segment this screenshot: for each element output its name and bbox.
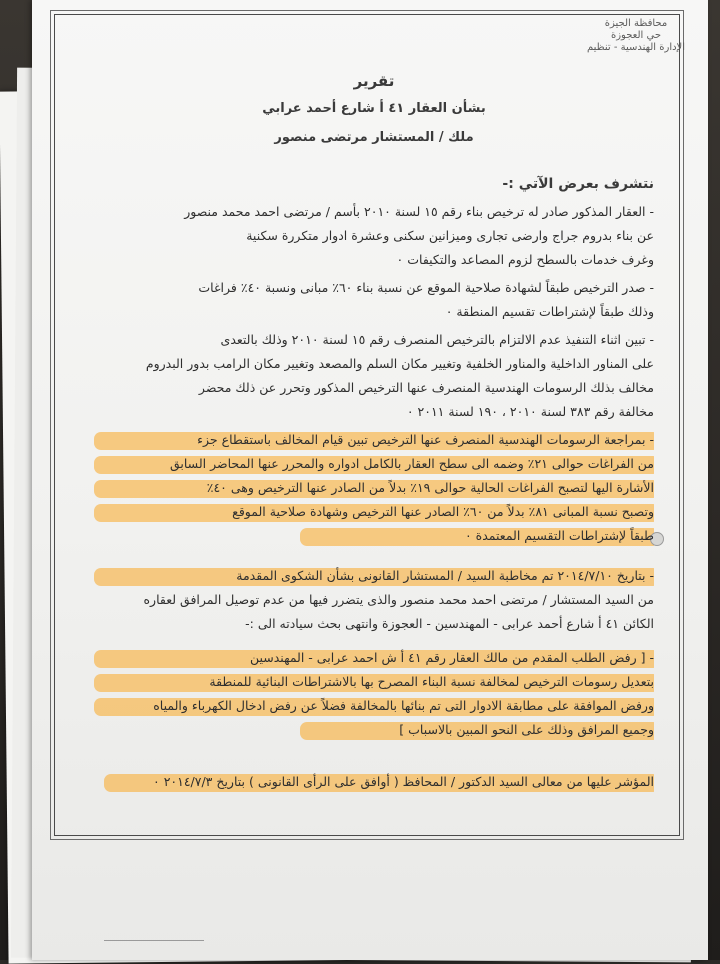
paragraph-line xyxy=(94,300,654,324)
paragraph-text: مخالفة رقم ٣٨٣ لسنة ٢٠١٠ ، ١٩٠ لسنة ٢٠١١ ٠ xyxy=(406,404,654,419)
paragraph-line xyxy=(94,612,654,636)
report-subject: بشأن العقار ٤١ أ شارع أحمد عرابي xyxy=(262,101,486,116)
page-bottom-rule xyxy=(104,940,204,955)
paragraph-line xyxy=(94,276,654,300)
paragraph-text: وغرف خدمات بالسطح لزوم المصاعد والتكيفات ٠ xyxy=(396,252,654,267)
paragraph-4 xyxy=(94,428,654,548)
paragraph-line xyxy=(94,400,654,424)
paragraph-text: طبقاً لإشتراطات التقسيم المعتمدة ٠ xyxy=(464,528,654,543)
paragraph-line xyxy=(94,328,654,352)
paragraph-text: - بتاريخ ٢٠١٤/٧/١٠ تم مخاطبة السيد / المستشار القانونى بشأن الشكوى المقدمة xyxy=(236,568,654,583)
paragraph-text: - تبين اثناء التنفيذ عدم الالتزام بالترخيص المنصرف رقم ١٥ لسنة ٢٠١٠ وذلك بالتعدى xyxy=(220,332,654,347)
paragraph-line xyxy=(94,248,654,272)
paragraph-line xyxy=(94,452,654,476)
paragraph-line xyxy=(94,428,654,452)
paragraph-line xyxy=(94,500,654,524)
paragraph-line xyxy=(94,224,654,248)
paragraph-line xyxy=(94,670,654,694)
paragraph-text: ورفض الموافقة على مطابقة الادوار التى تم بنائها بالمخالفة فضلاً عن رفض ادخال الكهرباء والمياه xyxy=(153,698,654,713)
paragraph-text: وجميع المرافق وذلك على النحو المبين بالاسباب ] xyxy=(399,722,654,737)
letterhead-line-1: محافظة الجيزة xyxy=(604,18,668,29)
approval-line xyxy=(94,770,654,794)
paragraph-text: وتصبح نسبة المبانى ٨١٪ بدلاً من ٦٠٪ الصادر عنها الترخيص وشهادة صلاحية الموقع xyxy=(232,504,654,519)
paragraph-text: على المناور الداخلية والمناور الخلفية وتغيير مكان السلم والمصعد وتغيير مكان الرامب بدور البدروم xyxy=(145,356,654,371)
paragraph-text: الأشارة اليها لتصبح الفراغات الحالية حوالى ١٩٪ بدلاً من الصادر عنها الترخيص وهى ٤٠٪ xyxy=(206,480,654,495)
approval-text-line xyxy=(94,770,654,794)
paragraph-line xyxy=(94,588,654,612)
paragraph-text: - [ رفض الطلب المقدم من مالك العقار رقم ٤١ أ ش احمد عرابى - المهندسين xyxy=(249,650,654,665)
paragraph-text: بتعديل رسومات الترخيص لمخالفة نسبة البناء المصرح بها بالاشتراطات البنائية للمنطقة xyxy=(209,674,654,689)
paragraph-6 xyxy=(94,646,654,742)
report-title: تقرير xyxy=(353,72,395,90)
paragraph-line xyxy=(94,524,654,548)
document-page xyxy=(32,0,708,960)
paragraph-text: الكائن ٤١ أ شارع أحمد عرابى - المهندسين - العجوزة وانتهى بحث سيادته الى :- xyxy=(245,616,654,631)
paragraph-text: - العقار المذكور صادر له ترخيص بناء رقم ١٥ لسنة ٢٠١٠ بأسم / مرتضى احمد محمد منصور xyxy=(184,204,654,219)
paragraph-5 xyxy=(94,564,654,636)
paragraph-line xyxy=(94,352,654,376)
paragraph-line xyxy=(94,718,654,742)
paragraph-1 xyxy=(94,200,654,272)
paragraph-3 xyxy=(94,328,654,424)
letterhead-line-2: حي العجوزة xyxy=(610,30,662,41)
letterhead-stamp xyxy=(576,18,696,72)
paragraph-text: عن بناء بدروم جراج وارضى تجارى وميزانين سكنى وعشرة ادوار متكررة سكنية xyxy=(246,228,654,243)
paragraph-line xyxy=(94,376,654,400)
paragraph-line xyxy=(94,694,654,718)
paragraph-line xyxy=(94,476,654,500)
report-owner: ملك / المستشار مرتضى منصور xyxy=(274,130,474,145)
paragraph-text: وذلك طبقاً لإشتراطات تقسيم المنطقة ٠ xyxy=(445,304,654,319)
paragraph-text: - بمراجعة الرسومات الهندسية المنصرف عنها الترخيص تبين قيام المخالف باستقطاع جزء xyxy=(197,432,654,447)
paragraph-text: من الفراغات حوالى ٢١٪ وضمه الى سطح العقار بالكامل ادواره والمحرر عنها المحاضر السابق xyxy=(169,456,654,471)
report-intro: نتشرف بعرض الآتي :- xyxy=(502,176,654,192)
paragraph-line xyxy=(94,564,654,588)
paragraph-2 xyxy=(94,276,654,324)
paragraph-text: - صدر الترخيص طبقاً لشهادة صلاحية الموقع عن نسبة بناء ٦٠٪ مبانى ونسبة ٤٠٪ فراغات xyxy=(198,280,654,295)
paragraph-text: من السيد المستشار / مرتضى احمد محمد منصور والذى يتضرر فيها من عدم توصيل المرافق لعقاره xyxy=(143,592,654,607)
paragraph-text: مخالف بذلك الرسومات الهندسية المنصرف عنها الترخيص المذكور وتحرر عن ذلك محضر xyxy=(198,380,654,395)
paragraph-line xyxy=(94,646,654,670)
approval-text: المؤشر عليها من معالى السيد الدكتور / المحافظ ( أوافق على الرأى القانونى ) بتاريخ ٢٠١٤/٧/٣ ٠ xyxy=(152,774,654,789)
letterhead-line-3: الإدارة الهندسية - تنظيم xyxy=(586,42,686,53)
paragraph-line xyxy=(94,200,654,224)
